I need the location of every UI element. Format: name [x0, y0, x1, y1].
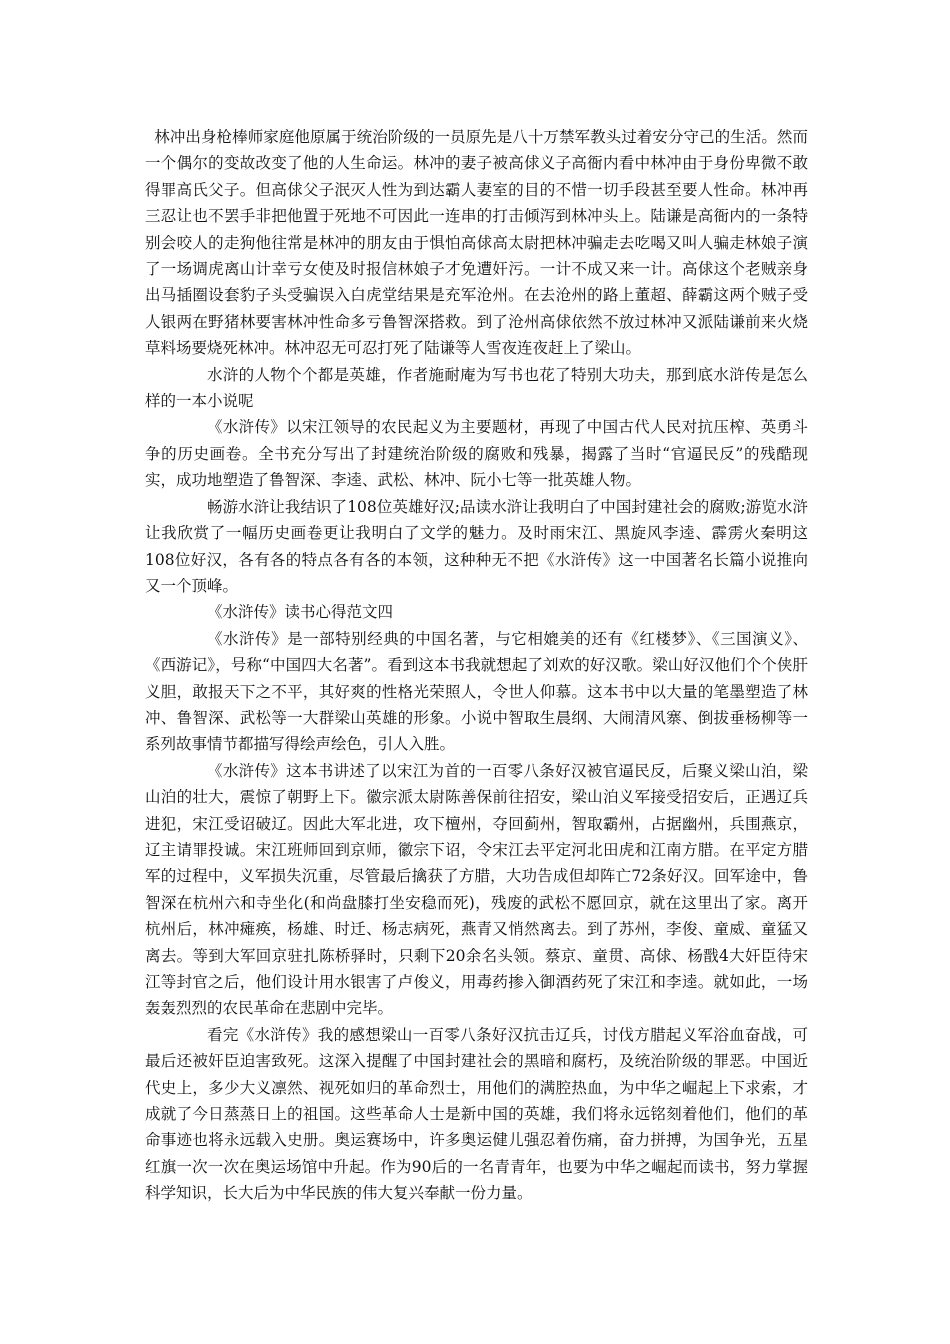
paragraph-lin-chong: 林冲出身枪棒师家庭他原属于统治阶级的一员原先是八十万禁军教头过着安分守己的生活。然而一个偶尔的变故改变了他的人生命运。林冲的妻子被高俅义子高衙内看中林冲由于身份卑微不敢得罪高氏父子。但高俅父子泯灭人性为到达霸人妻室的目的不惜一切手段甚至要人性命。林冲再三忍让也不罢手非把他置于死地不可因此一连串的打击倾泻到林冲头上。陆谦是高衙内的一条特别会咬人的走狗他往常是林冲的朋友由于惧怕高俅高太尉把林冲骗走去吃喝又叫人骗走林娘子演了一场调虎离山计幸亏女使及时报信林娘子才免遭奸污。一计不成又来一计。高俅这个老贼亲身出马插圈设套豹子头受骗误入白虎堂结果是充军沧州。在去沧州的路上董超、薛霸这两个贼子受人银两在野猪林要害林冲性命多亏鲁智深搭救。到了沧州高俅依然不放过林冲又派陆谦前来火烧草料场要烧死林冲。林冲忍无可忍打死了陆谦等人雪夜连夜赶上了梁山。: [145, 128, 808, 358]
paragraph-heroes-question: 水浒的人物个个都是英雄，作者施耐庵为写书也花了特别大功夫，那到底水浒传是怎么样的一本小说呢: [145, 365, 808, 411]
document-page: [145, 124, 808, 1207]
paragraph-theme-summary: 《水浒传》以宋江领导的农民起义为主要题材，再现了中国古代人民对抗压榨、英勇斗争的历史画卷。全书充分写出了封建统治阶级的腐败和残暴，揭露了当时“官逼民反”的残酷现实，成功地塑造了鲁智深、李逵、武松、林冲、阮小七等一批英雄人物。: [145, 418, 808, 490]
paragraph-four-classics: 《水浒传》是一部特别经典的中国名著，与它相媲美的还有《红楼梦》、《三国演义》、《西游记》，号称“中国四大名著”。看到这本书我就想起了刘欢的好汉歌。梁山好汉他们个个侠肝义胆，敢报天下之不平，其好爽的性格光荣照人，令世人仰慕。这本书中以大量的笔墨塑造了林冲、鲁智深、武松等一大群梁山英雄的形象。小说中智取生晨纲、大闹清风寨、倒拔垂杨柳等一系列故事情节都描写得绘声绘色，引人入胜。: [145, 629, 808, 754]
section-heading: 《水浒传》读书心得范文四: [207, 603, 394, 622]
paragraph-108-heroes: 畅游水浒让我结识了108位英雄好汉;品读水浒让我明白了中国封建社会的腐败;游览水浒让我欣赏了一幅历史画卷更让我明白了文学的魅力。及时雨宋江、黑旋风李逵、霹雳火秦明这108位好汉，各有各的特点各有各的本领，这种种无不把《水浒传》这一中国著名长篇小说推向又一个顶峰。: [145, 497, 808, 595]
paragraph-plot-summary: 《水浒传》这本书讲述了以宋江为首的一百零八条好汉被官逼民反，后聚义梁山泊，梁山泊的壮大，震惊了朝野上下。徽宗派太尉陈善保前往招安，梁山泊义军接受招安后，正遇辽兵进犯，宋江受诏破辽。因此大军北进，攻下檀州，夺回蓟州，智取霸州，占据幽州，兵围燕京，辽主请罪投诚。宋江班师回到京师，徽宗下诏，令宋江去平定河北田虎和江南方腊。在平定方腊军的过程中，义军损失沉重，尽管最后擒获了方腊，大功告成但却阵亡72条好汉。回军途中，鲁智深在杭州六和寺坐化(和尚盘膝打坐安稳而死)，残废的武松不愿回京，就在这里出了家。离开杭州后，林冲瘫痪，杨雄、时迁、杨志病死，燕青又悄然离去。到了苏州，李俊、童威、童猛又离去。等到大军回京驻扎陈桥驿时，只剩下20余名头领。蔡京、童贯、高俅、杨戬4大奸臣待宋江等封官之后，他们设计用水银害了卢俊义，用毒药掺入御酒药死了宋江和李逵。就如此，一场轰轰烈烈的农民革命在悲剧中完毕。: [145, 761, 808, 1018]
paragraph-reflection: 看完《水浒传》我的感想梁山一百零八条好汉抗击辽兵，讨伐方腊起义军浴血奋战，可最后还被奸臣迫害致死。这深入提醒了中国封建社会的黑暗和腐朽，及统治阶级的罪恶。中国近代史上，多少大义凛然、视死如归的革命烈士，用他们的满腔热血，为中华之崛起上下求索，才成就了今日蒸蒸日上的祖国。这些革命人士是新中国的英雄，我们将永远铭刻着他们，他们的革命事迹也将永远载入史册。奥运赛场中，许多奥运健儿强忍着伤痛，奋力拼搏，为国争光，五星红旗一次一次在奥运场馆中升起。作为90后的一名青青年，也要为中华之崛起而读书，努力掌握科学知识，长大后为中华民族的伟大复兴奉献一份力量。: [145, 1025, 808, 1203]
